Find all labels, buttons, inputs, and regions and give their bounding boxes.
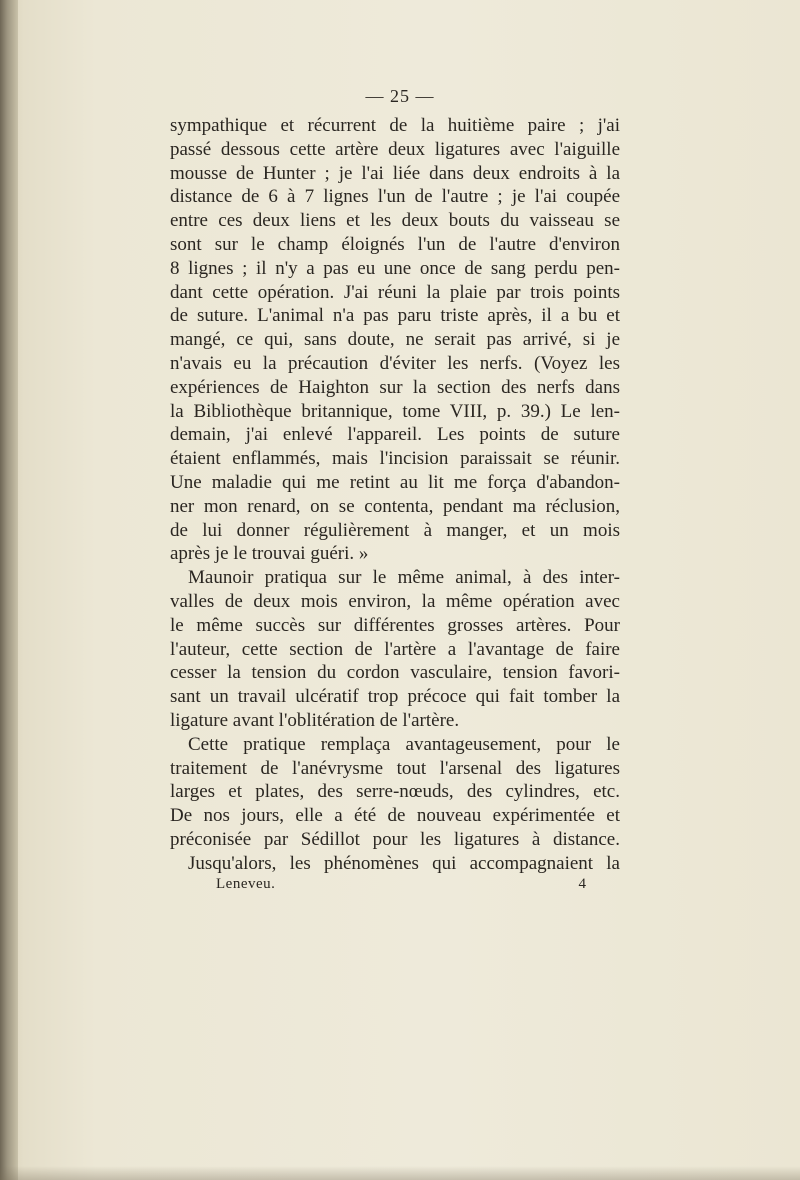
- text-line: distance de 6 à 7 lignes l'un de l'autre ; je l'ai coupée: [170, 186, 620, 208]
- text-line: dant cette opération. J'ai réuni la plaie par trois points: [170, 281, 620, 303]
- paragraph-first-line: Cette pratique remplaça avantageusement, pour le: [188, 733, 620, 755]
- text-line: mangé, ce qui, sans doute, ne serait pas arrivé, si je: [170, 329, 620, 351]
- text-line: ligature avant l'oblitération de l'artère.: [170, 709, 460, 731]
- page-number: — 25 —: [365, 86, 435, 106]
- text-line: expériences de Haighton sur la section des nerfs dans: [170, 376, 620, 398]
- text-line: traitement de l'anévrysme tout l'arsenal des ligatures: [170, 757, 620, 779]
- text-line: De nos jours, elle a été de nouveau expérimentée et: [170, 805, 620, 827]
- footer-author: Leneveu.: [216, 876, 276, 892]
- body-text: [170, 114, 620, 876]
- text-line: n'avais eu la précaution d'éviter les nerfs. (Voyez les: [170, 352, 620, 374]
- text-line: passé dessous cette artère deux ligatures avec l'aiguille: [170, 138, 620, 160]
- text-line: de lui donner régulièrement à manger, et un mois: [170, 519, 620, 541]
- text-line: cesser la tension du cordon vasculaire, tension favori-: [170, 662, 620, 684]
- text-line: mousse de Hunter ; je l'ai liée dans deux endroits à la: [170, 162, 620, 184]
- text-line: ner mon renard, on se contenta, pendant ma réclusion,: [170, 495, 620, 517]
- text-line: le même succès sur différentes grosses artères. Pour: [170, 614, 620, 636]
- text-line: valles de deux mois environ, la même opération avec: [170, 590, 620, 612]
- text-line: Une maladie qui me retint au lit me força d'abandon-: [170, 471, 620, 493]
- text-line: sant un travail ulcératif trop précoce qui fait tomber la: [170, 686, 620, 708]
- text-line: la Bibliothèque britannique, tome VIII, p. 39.) Le len-: [170, 400, 620, 422]
- text-line: après je le trouvai guéri. »: [170, 543, 369, 565]
- page-bottom-edge: [0, 1166, 800, 1180]
- book-spine-shadow: [0, 0, 18, 1180]
- text-line: étaient enflammés, mais l'incision paraissait se réunir.: [170, 448, 620, 470]
- text-line: entre ces deux liens et les deux bouts du vaisseau se: [170, 210, 620, 232]
- text-line: demain, j'ai enlevé l'appareil. Les points de suture: [170, 424, 620, 446]
- signature-mark: 4: [578, 876, 586, 892]
- paragraph-first-line: Jusqu'alors, les phénomènes qui accompagnaient la: [188, 852, 620, 874]
- text-line: préconisée par Sédillot pour les ligatures à distance.: [170, 828, 620, 850]
- text-line: sont sur le champ éloignés l'un de l'autre d'environ: [170, 233, 620, 255]
- text-line: l'auteur, cette section de l'artère a l'avantage de faire: [170, 638, 620, 660]
- text-line: sympathique et récurrent de la huitième paire ; j'ai: [170, 115, 620, 136]
- text-line: de suture. L'animal n'a pas paru triste après, il a bu et: [170, 305, 620, 327]
- paragraph-first-line: Maunoir pratiqua sur le même animal, à des inter-: [188, 567, 620, 589]
- text-line: 8 lignes ; il n'y a pas eu une once de sang perdu pen-: [170, 257, 620, 279]
- text-line: larges et plates, des serre-nœuds, des cylindres, etc.: [170, 781, 620, 803]
